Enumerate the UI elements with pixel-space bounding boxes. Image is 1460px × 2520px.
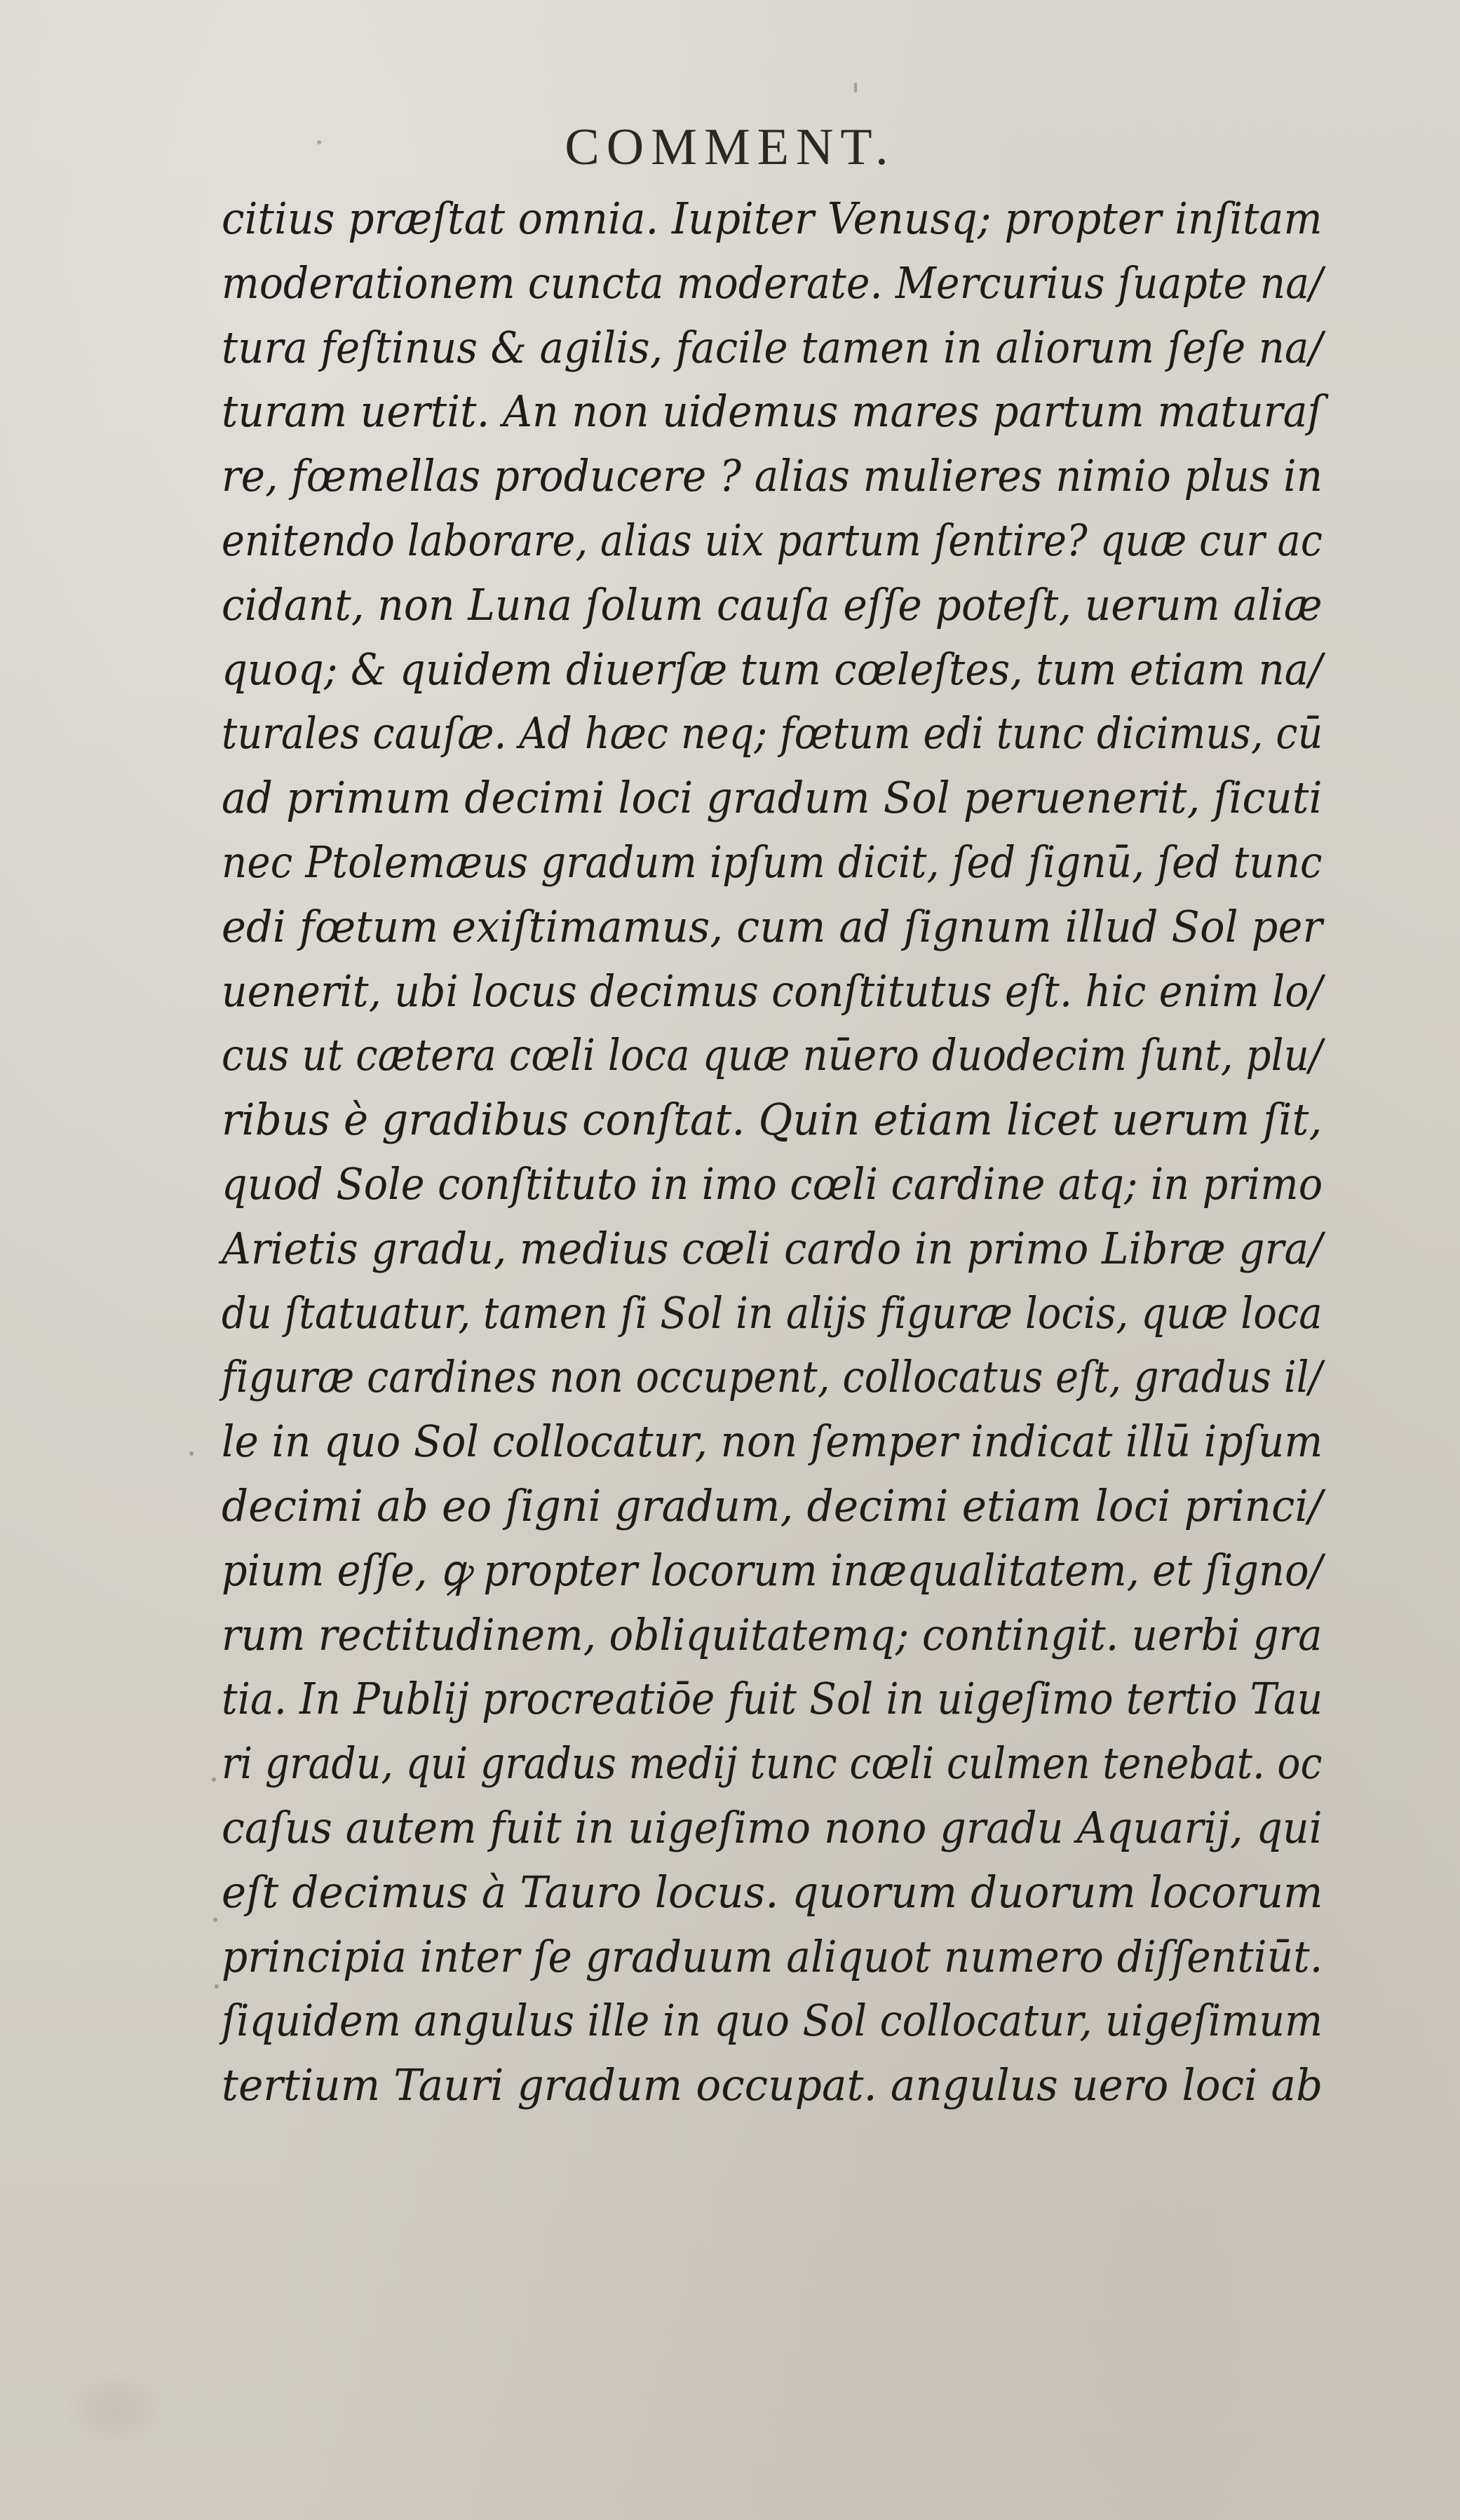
text-line: eſt decimus à Tauro locus. quorum duorum locorum: [222, 1866, 1323, 1918]
text-line: le in quo Sol collocatur, non ſemper indicat illū ipſum: [222, 1416, 1323, 1468]
text-line: edi fœtum exiſtimamus, cum ad ſignum illud Sol per: [222, 900, 1323, 952]
text-line: turales cauſæ. Ad hæc neq; fœtum edi tunc dicimus, cū: [222, 707, 1323, 759]
text-line: cus ut cætera cœli loca quæ nūero duodecim ſunt, plu/: [222, 1029, 1323, 1081]
paper-stain: [63, 2370, 168, 2447]
paper-speck: [215, 1984, 219, 1989]
paper-speck: [854, 83, 857, 93]
text-line: nec Ptolemæus gradum ipſum dicit, ſed ſignū, ſed tunc: [222, 836, 1323, 888]
text-line: tertium Tauri gradum occupat. angulus uero loci ab: [222, 2059, 1323, 2111]
text-line: ad primum decimi loci gradum Sol peruenerit, ſicuti: [222, 772, 1323, 824]
text-line: ri gradu, qui gradus medij tunc cœli culmen tenebat. oc: [222, 1737, 1323, 1789]
text-line: tura feſtinus & agilis, facile tamen in aliorum ſeſe na/: [222, 321, 1323, 373]
text-line: citius præſtat omnia. Iupiter Venusq; propter inſitam: [222, 193, 1323, 244]
text-line: ſiquidem angulus ille in quo Sol collocatur, uigeſimum: [222, 1995, 1323, 2047]
text-line: Arietis gradu, medius cœli cardo in primo Libræ gra/: [222, 1222, 1323, 1274]
text-line: caſus autem fuit in uigeſimo nono gradu Aquarij, qui: [222, 1801, 1323, 1853]
text-line: ribus è gradibus conſtat. Quin etiam licet uerum ſit,: [222, 1094, 1323, 1146]
text-line: turam uertit. An non uidemus mares partum maturaſ: [222, 386, 1323, 438]
text-line: cidant, non Luna ſolum cauſa eſſe poteſt, uerum aliæ: [222, 578, 1323, 630]
paper-speck: [213, 1918, 217, 1922]
paper-speck: [189, 1451, 194, 1456]
text-line: principia inter ſe graduum aliquot numero diſſentiūt.: [222, 1930, 1323, 1982]
paper-speck: [212, 1777, 216, 1782]
text-line: pium eſſe, ꝙ propter locorum inæqualitatem, et ſigno/: [222, 1544, 1323, 1596]
text-line: rum rectitudinem, obliquitatemq; contingit. uerbi gra: [222, 1608, 1323, 1660]
text-line: decimi ab eo ſigni gradum, decimi etiam loci princi/: [222, 1479, 1323, 1531]
running-head: COMMENT.: [565, 118, 895, 176]
paper-speck: [317, 140, 321, 144]
text-line: du ſtatuatur, tamen ſi Sol in alijs figuræ locis, quæ loca: [222, 1287, 1323, 1339]
text-line: moderationem cuncta moderate. Mercurius ſuapte na/: [222, 257, 1323, 309]
text-line: uenerit, ubi locus decimus conſtitutus eſt. hic enim lo/: [222, 965, 1323, 1017]
text-line: figuræ cardines non occupent, collocatus eſt, gradus il/: [222, 1351, 1323, 1403]
text-line: enitendo laborare, alias uix partum ſentire? quæ cur ac: [222, 514, 1323, 566]
text-line: quoq; & quidem diuerſæ tum cœleſtes, tum etiam na/: [222, 643, 1323, 695]
text-line: re, fœmellas producere ? alias mulieres nimio plus in: [222, 450, 1323, 502]
text-line: tia. In Publij procreatiōe fuit Sol in uigeſimo tertio Tau: [222, 1673, 1323, 1725]
text-line: quod Sole conſtituto in imo cœli cardine atq; in primo: [222, 1158, 1323, 1210]
text-block: [222, 187, 1323, 2118]
